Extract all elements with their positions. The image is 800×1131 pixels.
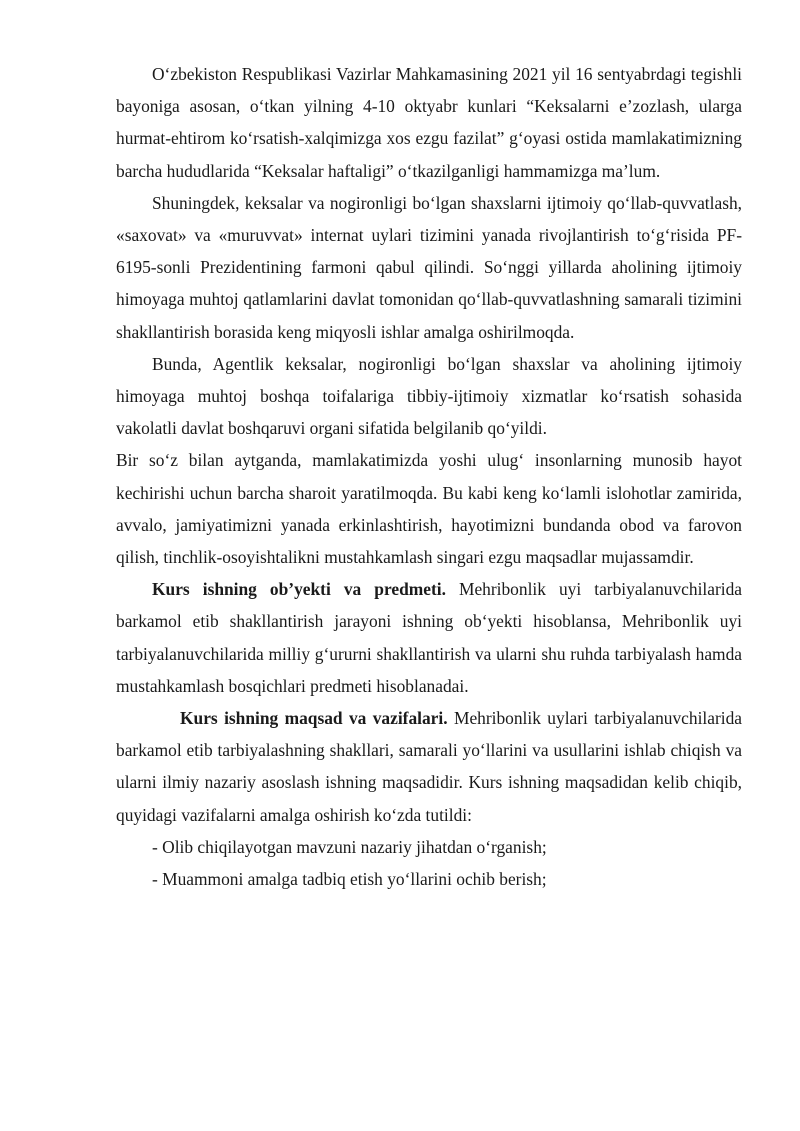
heading-object-subject: Kurs ishning ob’yekti va predmeti.	[152, 579, 446, 600]
paragraph-1: O‘zbekiston Respublikasi Vazirlar Mahkamasining 2021 yil 16 sentyabrdagi tegishli bayoniga asosan, o‘tkan yilning 4-10 oktyabr kunlari “Keksalarni e’zozlash, ularga hurmat-ehtirom ko‘rsatish-xalqimizga xos ezgu fazilat” g‘oyasi ostida mamlakatimizning barcha hududlarida “Keksalar haftaligi” o‘tkazilganligi hammamizga ma’lum.	[116, 64, 742, 181]
paragraph-goals-tasks-text: Mehribonlik uylari tarbiyalanuvchilarida barkamol etib tarbiyalashning shakllari, samarali yo‘llarini va usullarini ishlab chiqish va ularni ilmiy nazariy asoslash ishning maqsadidir. Kurs ishning maqsadidan kelib chiqib, quyidagi vazifalarni amalga oshirish ko‘zda tutildi:	[116, 708, 742, 825]
list-item: - Muammoni amalga tadbiq etish yo‘llarini ochib berish;	[152, 869, 547, 890]
heading-goals-tasks: Kurs ishning maqsad va vazifalari.	[180, 708, 448, 729]
paragraph-object-subject	[116, 573, 742, 702]
list-item: - Olib chiqilayotgan mavzuni nazariy jihatdan o‘rganish;	[152, 836, 547, 857]
paragraph-4: Bir so‘z bilan aytganda, mamlakatimizda yoshi ulug‘ insonlarning munosib hayot kechirishi uchun barcha sharoit yaratilmoqda. Bu kabi keng ko‘lamli islohotlar zamirida, avvalo, jamiyatimizni yanada erkinlashtirish, hayotimizni bundanda obod va farovon qilish, tinchlik-osoyishtalikni mustahkamlash singari ezgu maqsadlar mujassamdir.	[116, 450, 742, 568]
paragraph-goals-tasks	[116, 702, 742, 831]
paragraph-object-subject-text: Mehribonlik uyi tarbiyalanuvchilarida barkamol etib shakllantirish jarayoni ishning ob‘yekti hisoblansa, Mehribonlik uyi tarbiyalanuvchilarida milliy g‘ururni shakllantirish va ularni shu ruhda tarbiyalash hamda mustahkamlash bosqichlari predmeti hisoblanadai.	[116, 579, 743, 696]
paragraph-3: Bunda, Agentlik keksalar, nogironligi bo‘lgan shaxslar va aholining ijtimoiy himoyaga muhtoj boshqa toifalariga tibbiy-ijtimoiy xizmatlar ko‘rsatish sohasida vakolatli davlat boshqaruvi organi sifatida belgilanib qo‘yildi.	[116, 353, 742, 439]
paragraph-2: Shuningdek, keksalar va nogironligi bo‘lgan shaxslarni ijtimoiy qo‘llab-quvvatlash, «saxovat» va «muruvvat» internat uylari tizimini yanada rivojlantirish to‘g‘risida PF-6195-sonli Prezidentining farmoni qabul qilindi. So‘nggi yillarda aholining ijtimoiy himoyaga muhtoj qatlamlarini davlat tomonidan qo‘llab-quvvatlashning samarali tizimini shakllantirish borasida keng miqyosli ishlar amalga oshirilmoqda.	[116, 192, 742, 342]
